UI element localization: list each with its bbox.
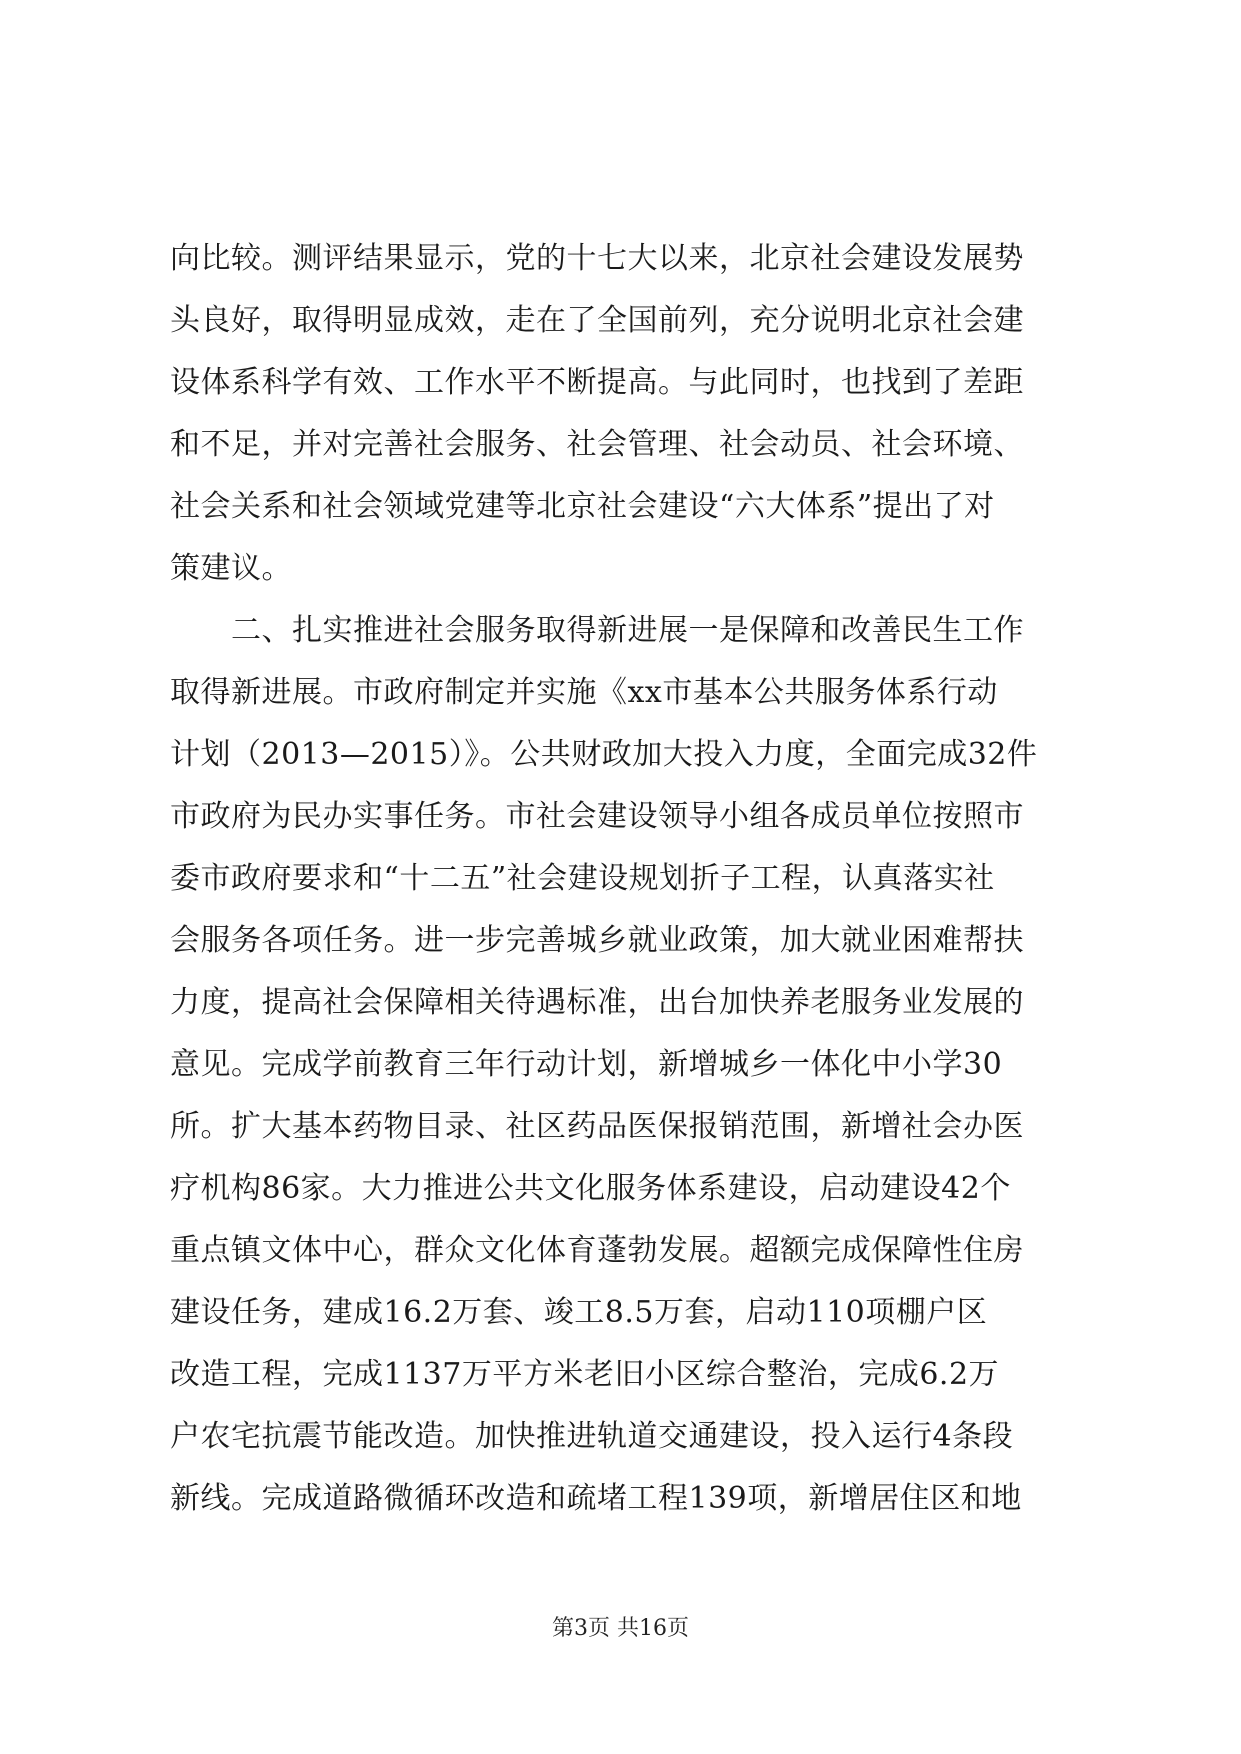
text-line: 力度，提高社会保障相关待遇标准，出台加快养老服务业发展的 — [170, 985, 1024, 1020]
text-line: 社会关系和社会领域党建等北京社会建设“六大体系”提出了对 — [170, 489, 995, 524]
text-line: 疗机构86家。大力推进公共文化服务体系建设，启动建设42个 — [170, 1171, 1011, 1206]
text-line: 设体系科学有效、工作水平不断提高。与此同时，也找到了差距 — [170, 365, 1024, 400]
page-footer — [0, 1614, 1241, 1644]
text-line: 所。扩大基本药物目录、社区药品医保报销范围，新增社会办医 — [170, 1109, 1024, 1144]
text-line: 头良好，取得明显成效，走在了全国前列，充分说明北京社会建 — [170, 303, 1024, 338]
text-line: 二、扎实推进社会服务取得新进展一是保障和改善民生工作 — [170, 613, 1024, 648]
text-line: 和不足，并对完善社会服务、社会管理、社会动员、社会环境、 — [170, 427, 1024, 462]
body-text — [170, 228, 1080, 1530]
text-line: 委市政府要求和“十二五”社会建设规划折子工程，认真落实社 — [170, 861, 995, 896]
text-line: 市政府为民办实事任务。市社会建设领导小组各成员单位按照市 — [170, 799, 1024, 834]
text-line: 重点镇文体中心，群众文化体育蓬勃发展。超额完成保障性住房 — [170, 1233, 1024, 1268]
text-line: 向比较。测评结果显示，党的十七大以来，北京社会建设发展势 — [170, 241, 1024, 276]
text-line: 建设任务，建成16.2万套、竣工8.5万套，启动110项棚户区 — [170, 1295, 988, 1330]
text-line: 新线。完成道路微循环改造和疏堵工程139项，新增居住区和地 — [170, 1481, 1022, 1516]
text-line: 改造工程，完成1137万平方米老旧小区综合整治，完成6.2万 — [170, 1357, 1000, 1392]
text-line: 计划（2013—2015）》。公共财政加大投入力度，全面完成32件 — [170, 737, 1038, 772]
text-line: 户农宅抗震节能改造。加快推进轨道交通建设，投入运行4条段 — [170, 1419, 1014, 1454]
page-number: 第3页 共16页 — [552, 1616, 689, 1641]
text-line: 策建议。 — [170, 551, 292, 586]
text-line: 会服务各项任务。进一步完善城乡就业政策，加大就业困难帮扶 — [170, 923, 1024, 958]
text-line: 取得新进展。市政府制定并实施《xx市基本公共服务体系行动 — [170, 675, 998, 710]
text-line: 意见。完成学前教育三年行动计划，新增城乡一体化中小学30 — [170, 1047, 1003, 1082]
